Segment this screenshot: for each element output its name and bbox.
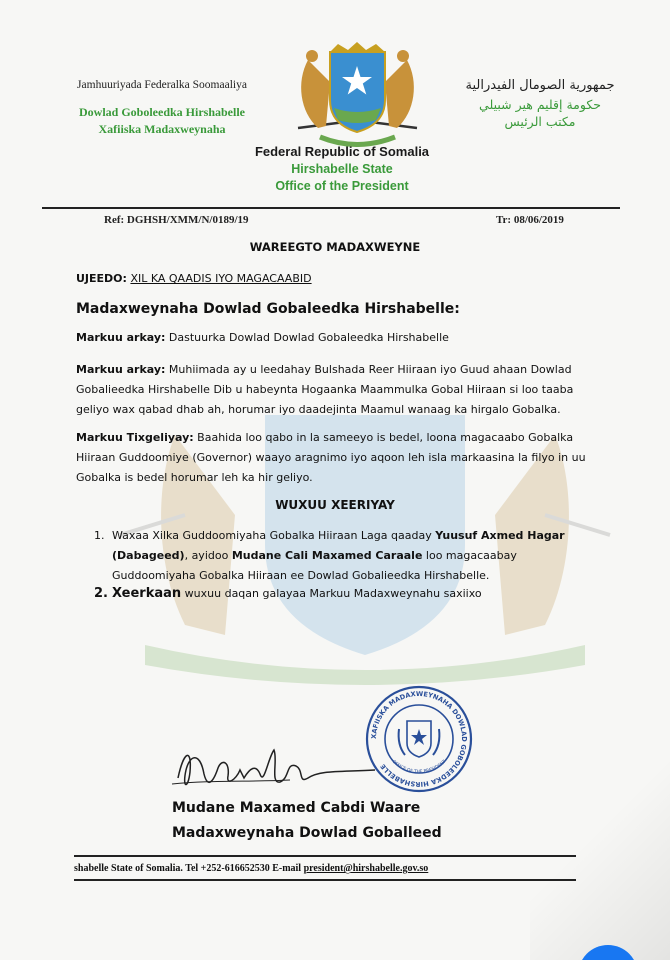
header-center — [232, 144, 452, 193]
somalia-coat-of-arms-icon — [290, 42, 425, 147]
signatory-name: Mudane Maxamed Cabdi Waare — [172, 800, 421, 816]
decision-heading: WUXUU XEERIYAY — [275, 498, 395, 512]
header-right-state: حكومة إقليم هير شبيلي — [479, 97, 601, 112]
paragraph-considering-2 — [76, 360, 596, 420]
paragraph-considering-1 — [76, 328, 596, 348]
svg-text:OFFICE OF THE PRESIDENT — [391, 759, 448, 775]
paragraph-label: Markuu Tixgeliyay: — [76, 431, 194, 444]
handwritten-signature — [170, 740, 385, 800]
header-center-office: Office of the President — [275, 179, 409, 193]
decree-item-1: 1. Waxaa Xilka Guddoomiyaha Gobalka Hiiraan Laga qaaday Yuusuf Axmed Hagar (Dabageed), ayidoo Mudane Cali Maxamed Caraale loo magacaabay Guddoomiyaha Gobalka Hiiraan ee Dowlad Gobalieedka Hirshabelle. — [94, 526, 574, 586]
reference-number: Ref: DGHSH/XMM/N/0189/19 — [104, 214, 249, 226]
header-center-state: Hirshabelle State — [291, 162, 393, 176]
header-right-country: جمهورية الصومال الفيدرالية — [465, 78, 615, 93]
footer-contact — [74, 863, 428, 874]
header-left-state: Dowlad Goboleedka Hirshabelle — [78, 105, 245, 119]
header-right-arabic — [455, 78, 625, 129]
header-right-office: مكتب الرئيس — [504, 114, 576, 129]
appointed-official-name: Mudane Cali Maxamed Caraale — [231, 549, 423, 562]
footer-text: shabelle State of Somalia. Tel +252-616652530 E-mail — [74, 863, 304, 874]
footer-email-link[interactable]: president@hirshabelle.gov.so — [303, 863, 429, 874]
signatory-title: Madaxweynaha Dowlad Goballeed — [172, 825, 442, 841]
stamp-inner-text: OFFICE OF THE PRESIDENT — [390, 759, 448, 775]
footer-divider-bottom — [74, 879, 576, 881]
subject-label: UJEEDO: — [76, 272, 127, 285]
header-center-country: Federal Republic of Somalia — [254, 144, 430, 159]
issuer-heading: Madaxweynaha Dowlad Gobaleedka Hirshabelle: — [76, 301, 460, 317]
removed-official-name: Yuusuf Axmed Hagar (Dabageed) — [112, 529, 565, 562]
paragraph-text: Baahida loo qabo in la sameeyo is bedel, loona magacaabo Gobalka Hiiraan Guddoomiye (Governor) waayo aragnimo iyo aqoon leh isla markaasina la filyo in uu Gobalka is bedel horumar leh ka hir geliyo. — [76, 431, 586, 484]
paragraph-considering-3 — [76, 428, 596, 488]
paragraph-label: Markuu arkay: — [76, 363, 166, 376]
document-title: WAREEGTO MADAXWEYNE — [249, 240, 421, 254]
header-left-office: Xafiiska Madaxweynaha — [98, 122, 226, 136]
decree-item-2: 2. Xeerkaan wuxuu daqan galayaa Markuu Madaxweynahu saxiixo — [94, 584, 574, 604]
item-number: 1. — [94, 529, 105, 542]
paragraph-label: Markuu arkay: — [76, 331, 166, 344]
paragraph-text: Muhiimada ay u leedahay Bulshada Reer Hiiraan iyo Guud ahaan Dowlad Gobalieedka Hirshabelle Dib u habeynta Hogaanka Maammulka Gobal Hiiraan si loo taaba geliyo wax qabad dhab ah, horumar iyo daadejinta Maamul wanaag ka hirgalo Gobalka. — [76, 363, 574, 416]
item-number: 2. — [94, 586, 108, 601]
header-left — [52, 79, 272, 137]
footer-divider-top — [74, 855, 576, 857]
paragraph-text: Dastuurka Dowlad Dowlad Gobaleedka Hirshabelle — [165, 331, 449, 344]
document-date: Tr: 08/06/2019 — [496, 214, 564, 226]
header-divider — [42, 207, 620, 209]
stamp-text: XAFIISKA MADAXWEYNAHA DOWLAD GOBOLEEDKA HIRSHABELLE — [369, 689, 469, 789]
subject-text: XIL KA QAADIS IYO MAGACAABID — [130, 272, 312, 285]
subject-line — [76, 272, 312, 285]
header-left-country: Jamhuuriyada Federalka Soomaaliya — [77, 79, 247, 91]
